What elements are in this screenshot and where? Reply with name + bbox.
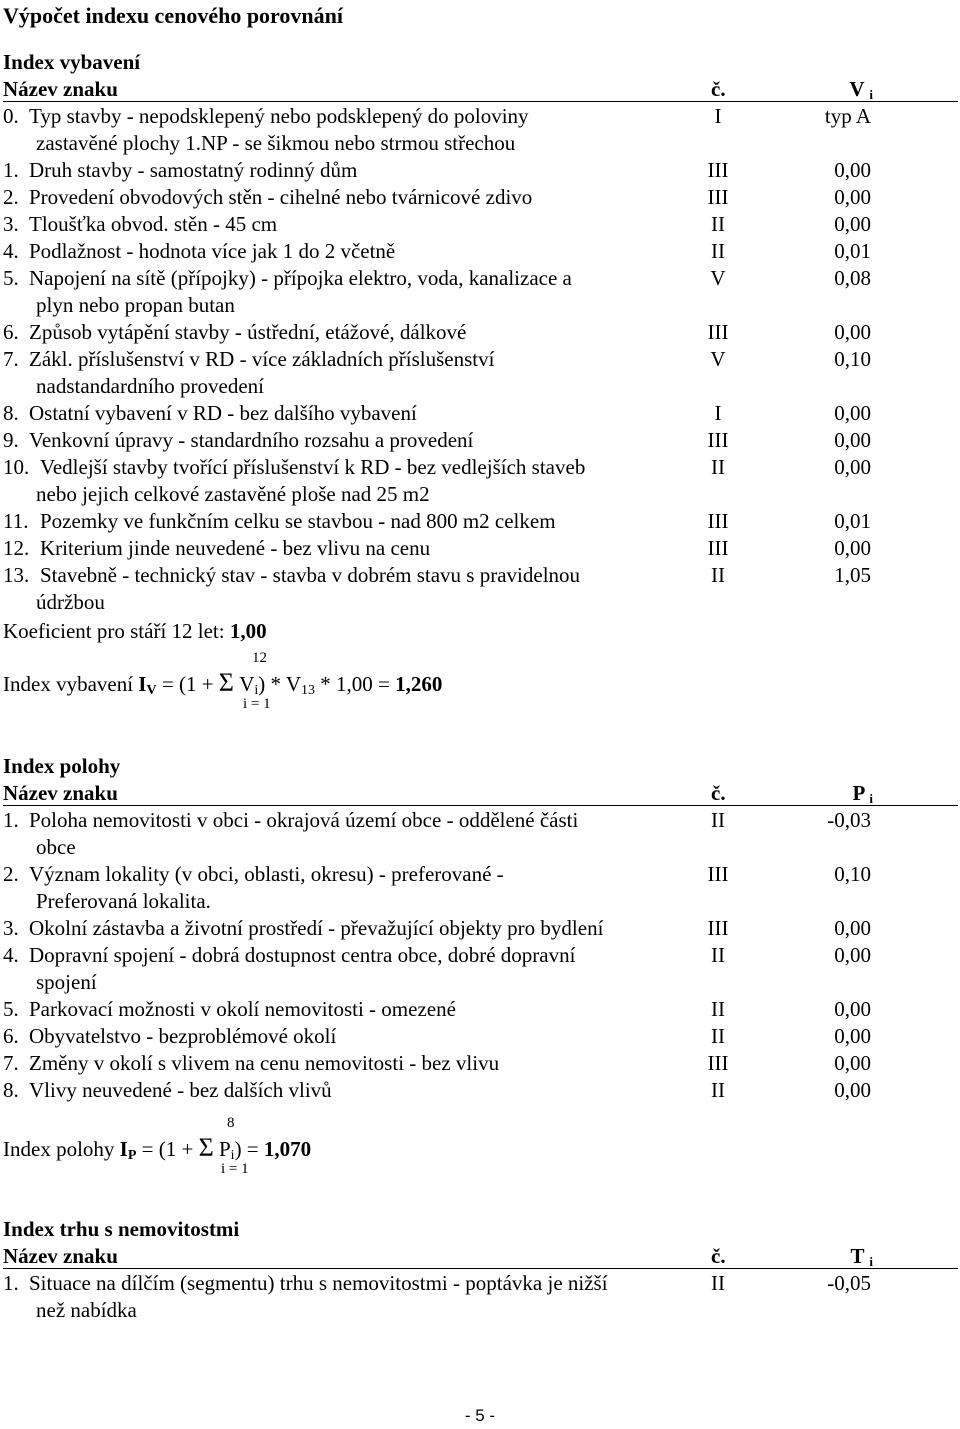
row-description <box>29 1270 691 1324</box>
row-text-continuation: zastavěné plochy 1.NP - se šikmou nebo strmou střechou <box>36 131 516 155</box>
row-text-continuation: údržbou <box>36 590 105 614</box>
row-description <box>36 454 691 508</box>
table-row <box>3 1270 958 1324</box>
header-divider <box>3 101 958 102</box>
row-class: III <box>707 509 729 533</box>
row-value: 0,10 <box>834 862 871 886</box>
row-text: Stavebně - technický stav - stavba v dobrém stavu s pravidelnou <box>40 563 581 587</box>
table-row <box>3 1050 958 1077</box>
row-text-continuation: obce <box>36 835 76 859</box>
row-class: V <box>710 347 726 371</box>
col-name-header: Název znaku <box>3 1244 118 1268</box>
row-class: II <box>711 1078 725 1102</box>
row-class: II <box>711 1024 725 1048</box>
row-value: 0,00 <box>834 1024 871 1048</box>
row-number: 10. <box>3 455 30 479</box>
row-text-continuation: nadstandardního provedení <box>36 374 265 398</box>
col-num-header: č. <box>711 1244 726 1268</box>
row-description <box>29 103 691 157</box>
table-row <box>3 211 958 238</box>
row-value: 0,08 <box>834 266 871 290</box>
row-number: 1. <box>3 158 19 182</box>
row-value: 0,00 <box>834 1078 871 1102</box>
row-text: Podlažnost - hodnota více jak 1 do 2 včetně <box>29 239 396 263</box>
table-row <box>3 915 958 942</box>
row-value: typ A <box>824 104 871 128</box>
row-text: Kriterium jinde neuvedené - bez vlivu na cenu <box>40 536 431 560</box>
table-row <box>3 184 958 211</box>
row-text: Význam lokality (v obci, oblasti, okresu) - preferované - <box>29 862 504 886</box>
row-class: III <box>707 158 729 182</box>
row-text: Napojení na sítě (přípojky) - přípojka elektro, voda, kanalizace a <box>29 266 572 290</box>
row-class: II <box>711 943 725 967</box>
table-row <box>3 996 958 1023</box>
row-text: Tloušťka obvod. stěn - 45 cm <box>29 212 278 236</box>
row-description <box>36 562 691 616</box>
page-title: Výpočet indexu cenového porovnání <box>3 3 344 28</box>
row-value: 0,10 <box>834 347 871 371</box>
row-value: 0,00 <box>834 536 871 560</box>
formula-text: Index polohy $I_P = (1 + \Sigma$ $P_i) = 1,070$ <box>3 1133 312 1163</box>
row-description <box>29 184 691 211</box>
row-text-continuation: spojení <box>36 970 97 994</box>
row-description <box>29 1077 691 1104</box>
row-value: 1,05 <box>834 563 871 587</box>
row-text: Vedlejší stavby tvořící příslušenství k RD - bez vedlejších staveb <box>40 455 586 479</box>
table-row <box>3 265 958 319</box>
row-number: 2. <box>3 185 19 209</box>
col-name-header: Název znaku <box>3 781 118 805</box>
document-page <box>3 0 958 1324</box>
row-class: III <box>707 1051 729 1075</box>
row-value: 0,00 <box>834 185 871 209</box>
row-class: III <box>707 862 729 886</box>
row-number: 6. <box>3 320 19 344</box>
section-title-vybaveni: Index vybavení <box>3 50 141 74</box>
formula-polohy <box>3 1110 958 1180</box>
row-number: 7. <box>3 1051 19 1075</box>
table-row <box>3 508 958 535</box>
sum-lower-limit: i = 1 <box>243 696 271 712</box>
table-row <box>3 807 958 861</box>
formula-text: Index vybavení $I_V = (1 + \Sigma$ $V_i) * V_{13} * 1,00 = 1,260$ <box>3 668 443 698</box>
section-title-polohy: Index polohy <box>3 754 121 778</box>
row-description <box>29 238 691 265</box>
row-value: 0,00 <box>834 212 871 236</box>
row-value: 0,00 <box>834 455 871 479</box>
row-number: 13. <box>3 563 30 587</box>
row-text: Změny v okolí s vlivem na cenu nemovitosti - bez vlivu <box>29 1051 500 1075</box>
row-text: Venkovní úpravy - standardního rozsahu a provedení <box>29 428 474 452</box>
row-number: 3. <box>3 212 19 236</box>
header-divider <box>3 805 958 806</box>
col-num-header: č. <box>711 77 726 101</box>
row-value: 0,01 <box>834 509 871 533</box>
row-value: 0,00 <box>834 997 871 1021</box>
row-description <box>29 157 691 184</box>
row-description <box>29 400 691 427</box>
col-num-header: č. <box>711 781 726 805</box>
col-val-header: P $_i$ <box>852 781 873 806</box>
row-class: II <box>711 455 725 479</box>
row-text: Druh stavby - samostatný rodinný dům <box>29 158 358 182</box>
row-description <box>29 265 691 319</box>
row-class: III <box>707 916 729 940</box>
row-description <box>29 861 691 915</box>
row-class: II <box>711 212 725 236</box>
row-number: 4. <box>3 943 19 967</box>
row-text-continuation: Preferovaná lokalita. <box>36 889 211 913</box>
row-class: II <box>711 1271 725 1295</box>
age-coefficient: Koeficient pro stáří 12 let: 1,00 <box>3 619 267 643</box>
page-number: - 5 - <box>464 1406 496 1425</box>
row-number: 0. <box>3 104 19 128</box>
table-trhu <box>3 1270 958 1324</box>
table-row <box>3 157 958 184</box>
table-row <box>3 1077 958 1104</box>
row-value: 0,00 <box>834 320 871 344</box>
row-description <box>29 346 691 400</box>
col-val-header: T $_i$ <box>850 1244 873 1269</box>
row-value: 0,00 <box>834 916 871 940</box>
table-row <box>3 942 958 996</box>
table-header-trhu <box>3 1243 958 1270</box>
row-text: Vlivy neuvedené - bez dalších vlivů <box>29 1078 332 1102</box>
row-class: III <box>707 536 729 560</box>
row-description <box>29 427 691 454</box>
row-class: II <box>711 563 725 587</box>
row-number: 4. <box>3 239 19 263</box>
row-number: 12. <box>3 536 30 560</box>
table-row <box>3 400 958 427</box>
row-text: Typ stavby - nepodsklepený nebo podsklepený do poloviny <box>29 104 529 128</box>
row-value: 0,00 <box>834 401 871 425</box>
row-number: 2. <box>3 862 19 886</box>
row-description <box>29 942 691 996</box>
table-vybaveni <box>3 103 958 616</box>
table-header-polohy <box>3 780 958 807</box>
col-name-header: Název znaku <box>3 77 118 101</box>
row-number: 6. <box>3 1024 19 1048</box>
row-description <box>29 915 691 942</box>
table-row <box>3 319 958 346</box>
row-value: 0,00 <box>834 1051 871 1075</box>
row-text: Poloha nemovitosti v obci - okrajová území obce - oddělené části <box>29 808 579 832</box>
header-divider <box>3 1268 958 1269</box>
row-value: -0,03 <box>827 808 871 832</box>
row-text: Parkovací možnosti v okolí nemovitosti - omezené <box>29 997 456 1021</box>
row-text: Obyvatelstvo - bezproblémové okolí <box>29 1024 337 1048</box>
sum-lower-limit: i = 1 <box>221 1161 249 1177</box>
row-value: -0,05 <box>827 1271 871 1295</box>
section-title-trhu: Index trhu s nemovitostmi <box>3 1217 240 1241</box>
row-number: 5. <box>3 266 19 290</box>
row-description <box>36 535 691 562</box>
row-text: Ostatní vybavení v RD - bez dalšího vybavení <box>29 401 417 425</box>
row-value: 0,00 <box>834 158 871 182</box>
row-class: I <box>714 401 722 425</box>
row-text-continuation: plyn nebo propan butan <box>36 293 235 317</box>
row-text-continuation: nebo jejich celkové zastavěné ploše nad 25 m2 <box>36 482 430 506</box>
table-header-vybaveni <box>3 76 958 103</box>
row-description <box>36 508 691 535</box>
row-class: II <box>711 808 725 832</box>
col-val-header: V $_i$ <box>849 77 873 102</box>
formula-vybaveni <box>3 645 958 715</box>
row-class: II <box>711 997 725 1021</box>
row-description <box>29 319 691 346</box>
row-number: 9. <box>3 428 19 452</box>
row-number: 1. <box>3 1271 19 1295</box>
row-text: Dopravní spojení - dobrá dostupnost centra obce, dobré dopravní <box>29 943 576 967</box>
row-number: 8. <box>3 401 19 425</box>
row-number: 1. <box>3 808 19 832</box>
table-row <box>3 454 958 508</box>
row-value: 0,00 <box>834 428 871 452</box>
row-value: 0,00 <box>834 943 871 967</box>
sum-upper-limit: 8 <box>227 1115 235 1131</box>
table-row <box>3 346 958 400</box>
row-description <box>29 996 691 1023</box>
row-text: Pozemky ve funkčním celku se stavbou - nad 800 m2 celkem <box>40 509 556 533</box>
row-class: III <box>707 320 729 344</box>
row-text: Zákl. příslušenství v RD - více základních příslušenství <box>29 347 495 371</box>
row-text: Situace na dílčím (segmentu) trhu s nemovitostmi - poptávka je nižší <box>29 1271 608 1295</box>
row-class: II <box>711 239 725 263</box>
row-class: III <box>707 428 729 452</box>
table-row <box>3 861 958 915</box>
row-class: III <box>707 185 729 209</box>
row-number: 7. <box>3 347 19 371</box>
row-description <box>29 1023 691 1050</box>
sum-upper-limit: 12 <box>252 650 267 666</box>
row-number: 5. <box>3 997 19 1021</box>
row-text: Provedení obvodových stěn - cihelné nebo tvárnicové zdivo <box>29 185 533 209</box>
row-description <box>29 807 691 861</box>
table-row <box>3 238 958 265</box>
table-row <box>3 1023 958 1050</box>
row-text: Způsob vytápění stavby - ústřední, etážové, dálkové <box>29 320 467 344</box>
row-value: 0,01 <box>834 239 871 263</box>
row-description <box>29 1050 691 1077</box>
table-row <box>3 535 958 562</box>
row-text-continuation: než nabídka <box>36 1298 137 1322</box>
table-row <box>3 103 958 157</box>
row-class: V <box>710 266 726 290</box>
row-class: I <box>714 104 722 128</box>
table-polohy <box>3 807 958 1104</box>
row-description <box>29 211 691 238</box>
table-row <box>3 562 958 616</box>
row-text: Okolní zástavba a životní prostředí - převažující objekty pro bydlení <box>29 916 604 940</box>
row-number: 11. <box>3 509 29 533</box>
row-number: 3. <box>3 916 19 940</box>
table-row <box>3 427 958 454</box>
row-number: 8. <box>3 1078 19 1102</box>
